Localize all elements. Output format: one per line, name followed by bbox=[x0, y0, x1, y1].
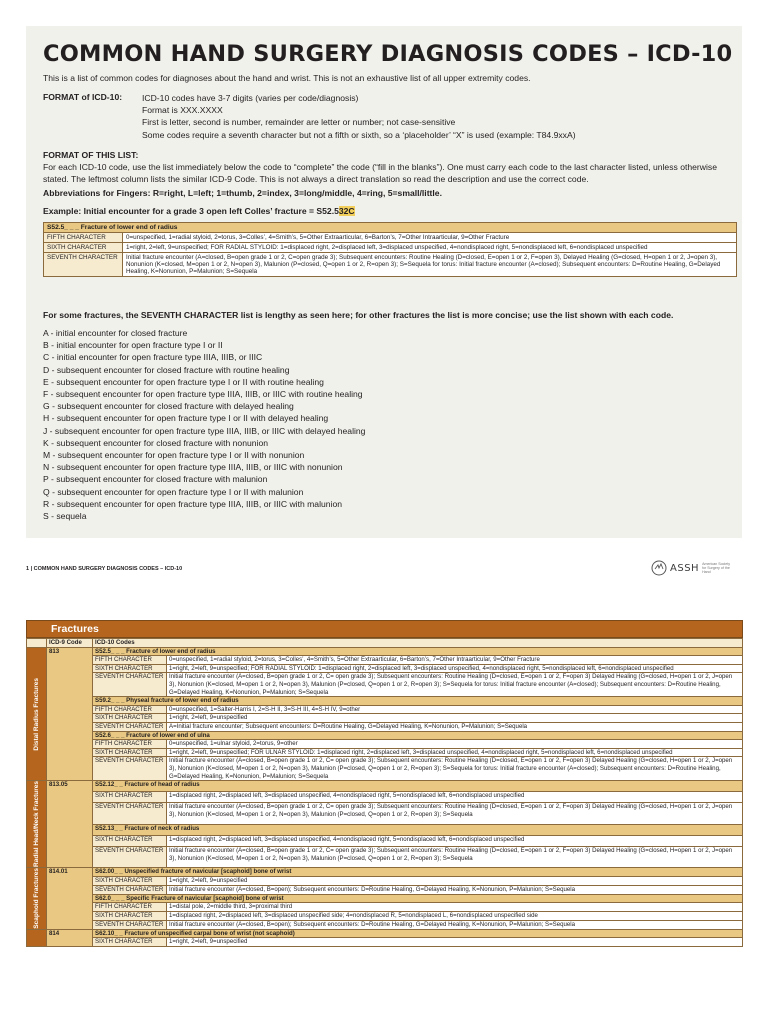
table-row bbox=[27, 656, 743, 665]
char-label: FIFTH CHARACTER bbox=[44, 233, 123, 243]
icd9-code: 814.01 bbox=[47, 868, 93, 930]
example-line bbox=[43, 206, 355, 216]
list-item: C - initial encounter for open fracture type IIIA, IIIB, or IIIC bbox=[43, 352, 263, 363]
icd9-code: 814 bbox=[47, 929, 93, 946]
icd9-code: 813.05 bbox=[47, 781, 93, 868]
fracture-codes-table bbox=[26, 638, 743, 947]
column-header-row bbox=[27, 639, 743, 648]
char-text: 0=unspecified, 1=ulnar styloid, 2=torus, 9=other bbox=[167, 740, 743, 749]
code-header-row bbox=[27, 781, 743, 792]
intro-text: This is a list of common codes for diagnoses about the hand and wrist. This is not an exhaustive list of all upper extremity codes. bbox=[43, 73, 531, 83]
list-item: F - subsequent encounter for open fracture type IIIA, IIIB, or IIIC with routine healing bbox=[43, 389, 363, 400]
logo-text: ASSH bbox=[670, 562, 700, 574]
list-item: H - subsequent encounter for open fracture type I or II with delayed healing bbox=[43, 413, 329, 424]
char-label: SIXTH CHARACTER bbox=[93, 938, 167, 947]
char-text: 1=right, 2=left, 9=unspecified; FOR ULNAR STYLOID: 1=displaced right, 2=displaced left, 3=displaced unspecified, 4=nondisplaced right, 5=nondisplaced left, 6=nondisplaced unspecified bbox=[167, 748, 743, 757]
group-side-label bbox=[27, 647, 47, 781]
group-side-text: Radial Head/Neck Fractures bbox=[32, 781, 40, 868]
char-label: SEVENTH CHARACTER bbox=[93, 846, 167, 867]
list-item: D - subsequent encounter for closed fracture with routine healing bbox=[43, 364, 290, 375]
table-row bbox=[27, 835, 743, 846]
list-item: A - initial encounter for closed fracture bbox=[43, 328, 188, 338]
icd9-code: 813 bbox=[47, 647, 93, 781]
col-icd9: ICD-9 Code bbox=[47, 639, 93, 648]
char-text: 1=right, 2=left, 9=unspecified bbox=[167, 714, 743, 723]
char-text: 1=right, 2=left, 9=unspecified bbox=[167, 938, 743, 947]
char-text: Initial fracture encounter (A=closed, B=open); Subsequent encounters: D=Routine Healing, G=Delayed Healing, K=Nonunion, P=Malunion; S=Sequela bbox=[167, 885, 743, 894]
char-text: 0=unspecified, 1=radial styloid, 2=torus, 3=Colles’, 4=Smith’s, 5=Other Extraarticular, 6=Barton’s, 7=Other Intraarticular, 9=Other Fracture bbox=[123, 233, 737, 243]
group-side-text: Distal Radius Fractures bbox=[32, 677, 40, 751]
char-label: SIXTH CHARACTER bbox=[93, 714, 167, 723]
page-title: COMMON HAND SURGERY DIAGNOSIS CODES – ICD-10 bbox=[43, 41, 733, 67]
format-line: First is letter, second is number, remainder are letter or number; not case-sensitive bbox=[142, 117, 456, 128]
table-row bbox=[27, 740, 743, 749]
format-line: Some codes require a seventh character but not a fifth or sixth, so a ‘placeholder’ “X” is used (example: T84.9xxA) bbox=[142, 129, 576, 140]
code-header-row bbox=[27, 697, 743, 706]
table-row bbox=[27, 792, 743, 803]
list-item: R - subsequent encounter for open fracture type IIIA, IIIB, or IIIC with malunion bbox=[43, 498, 343, 509]
page-footer: 1 | COMMON HAND SURGERY DIAGNOSIS CODES – ICD-10 bbox=[26, 566, 183, 572]
example-highlight: 32C bbox=[338, 206, 355, 216]
table-row bbox=[27, 757, 743, 781]
list-item: P - subsequent encounter for closed fracture with malunion bbox=[43, 474, 268, 485]
char-label: SEVENTH CHARACTER bbox=[93, 757, 167, 781]
table-row bbox=[27, 748, 743, 757]
table-row bbox=[27, 938, 743, 947]
list-item: N - subsequent encounter for open fracture type IIIA, IIIB, or IIIC with nonunion bbox=[43, 462, 343, 473]
format-label: FORMAT of ICD-10: bbox=[43, 92, 123, 102]
code-header-row bbox=[27, 868, 743, 877]
assh-logo bbox=[651, 560, 730, 576]
group-side-text: Scaphoid Fractures bbox=[32, 868, 40, 929]
section-header: Fractures bbox=[26, 620, 743, 638]
char-text: Initial fracture encounter (A=closed, B=open grade 1 or 2, C= open grade 3); Subsequent encounters: Routine Healing (D=closed, E=open 1 or 2, F=open 3) Delayed Healing (G=closed, H=open 1 or 2, J=open 3), Nonunion (K=closed, M=open 1 or 2, N=open 3), Malunion (P=closed, Q=open 1 or 2, R=open 3); S=Sequela bbox=[167, 803, 743, 824]
table-row bbox=[27, 722, 743, 731]
code-header-row bbox=[27, 894, 743, 903]
char-text: 0=unspecified, 1=radial styloid, 2=torus, 3=Colles’, 4=Smith’s, 5=Other Extraarticular, 6=Barton’s, 7=Other Intraarticular, 9=Other Fracture bbox=[167, 656, 743, 665]
format-line: Format is XXX.XXXX bbox=[142, 105, 223, 116]
table-row bbox=[27, 714, 743, 723]
char-text: 1=displaced right, 2=displaced left, 3=displaced unspecified side; 4=nondisplaced R, 5=nondisplaced L, 6=nondisplaced unspecified side bbox=[167, 912, 743, 921]
char-text: Initial fracture encounter (A=closed, B=open grade 1 or 2, C= open grade 3); Subsequent encounters: Routine Healing (D=closed, E=open 1 or 2, F=open 3) Delayed Healing (G=closed, H=open 1 or 2, J=open 3), Nonunion (K=closed, M=open 1 or 2, N=open 3), Malunion (P=closed, Q=open 1 or 2, R=open 3); S=Sequela for torus: Initial fracture encounter (A=closed); Subsequent encounters: D=Routine Healing, G=Delayed Healing, K=Nonunion, P=Malunion; S=Sequela bbox=[167, 757, 743, 781]
char-text: 1=right, 2=left, 9=unspecified; FOR RADIAL STYLOID: 1=displaced right, 2=displaced left, 3=displaced unspecified, 4=nondisplaced right, 5=nondisplaced left, 6=nondisplaced unspecified bbox=[123, 243, 737, 253]
code-title: S52.12_ _ Fracture of head of radius bbox=[93, 781, 743, 792]
code-title: S62.00_ _ Unspecified fracture of navicular [scaphoid] bone of wrist bbox=[93, 868, 743, 877]
table-row bbox=[27, 903, 743, 912]
code-title: S59.2_ _ _ Physeal fracture of lower end of radius bbox=[93, 697, 743, 706]
char-text: 1=displaced right, 2=displaced left, 3=displaced unspecified, 4=nondisplaced right, 5=nondisplaced left, 6=nondisplaced unspecified bbox=[167, 792, 743, 803]
table-row bbox=[27, 846, 743, 867]
table-row bbox=[27, 876, 743, 885]
char-label: SIXTH CHARACTER bbox=[93, 912, 167, 921]
list-format-heading: FORMAT OF THIS LIST: bbox=[43, 150, 139, 160]
char-text: Initial fracture encounter (A=closed, B=open grade 1 or 2, C= open grade 3); Subsequent encounters: Routine Healing (D=closed, E=open 1 or 2, F=open 3) Delayed Healing (G=closed, H=open 1 or 2, J=open 3), Nonunion (K=closed, M=open 1 or 2, N=open 3), Malunion (P=closed, Q=open 1 or 2, R=open 3); S=Sequela for torus: Initial fracture encounter (A=closed); Subsequent encounters: D=Routine Healing, G=Delayed Healing, K=Nonunion, P=Malunion; S=Sequela bbox=[167, 673, 743, 697]
logo-subtitle: American Society for Surgery of the Hand bbox=[702, 561, 731, 575]
col-icd10: ICD-10 Codes bbox=[93, 639, 743, 648]
char-text: 0=unspecified, 1=Salter-Harris I, 2=S-H II, 3=S-H III, 4=S-H IV, 9=other bbox=[167, 705, 743, 714]
format-line: ICD-10 codes have 3-7 digits (varies per code/diagnosis) bbox=[142, 93, 359, 103]
char-text: 1=displaced right, 2=displaced left, 3=displaced unspecified, 4=nondisplaced right, 5=nondisplaced left, 6=nondisplaced unspecified bbox=[167, 835, 743, 846]
list-item: M - subsequent encounter for open fracture type I or II with nonunion bbox=[43, 450, 305, 461]
code-title: S52.13_ _ Fracture of neck of radius bbox=[93, 824, 743, 835]
table-row bbox=[27, 912, 743, 921]
code-title: S52.6_ _ _ Fracture of lower end of ulna bbox=[93, 731, 743, 740]
code-header-row bbox=[27, 731, 743, 740]
list-item: B - initial encounter for open fracture type I or II bbox=[43, 340, 223, 351]
list-item: Q - subsequent encounter for open fracture type I or II with malunion bbox=[43, 486, 304, 497]
char-label: FIFTH CHARACTER bbox=[93, 656, 167, 665]
char-label: SEVENTH CHARACTER bbox=[44, 253, 123, 277]
page-two bbox=[26, 620, 743, 947]
char-label: SIXTH CHARACTER bbox=[93, 664, 167, 673]
code-header-row bbox=[27, 929, 743, 938]
char-label: SIXTH CHARACTER bbox=[93, 835, 167, 846]
list-item: S - sequela bbox=[43, 511, 87, 522]
char-label: SEVENTH CHARACTER bbox=[93, 722, 167, 731]
char-label: SIXTH CHARACTER bbox=[44, 243, 123, 253]
code-header-row bbox=[27, 824, 743, 835]
code-title: S62.10_ _ Fracture of unspecified carpal bone of wrist (not scaphoid) bbox=[93, 929, 743, 938]
table-row bbox=[27, 920, 743, 929]
char-text: Initial fracture encounter (A=closed, B=open grade 1 or 2, C= open grade 3); Subsequent encounters: Routine Healing (D=closed, E=open 1 or 2, F=open 3) Delayed Healing (G=closed, H=open 1 or 2, J=open 3), Nonunion (K=closed, M=open 1 or 2, N=open 3), Malunion (P=closed, Q=open 1 or 2, R=open 3); S=Sequela bbox=[167, 846, 743, 867]
example-prefix: Example: Initial encounter for a grade 3 open left Colles’ fracture = S52.5 bbox=[43, 206, 339, 216]
list-format-paragraph: For each ICD-10 code, use the list immediately below the code to “complete” the code (“fill in the blanks”). One must carry each code to the last character listed, unless otherwise stated. The leftmost column lists the similar ICD-9 Code. This is not always a direct translation so read the description and use the correct code. bbox=[43, 162, 717, 184]
table-row bbox=[27, 664, 743, 673]
char-text: A=Initial fracture encounter; Subsequent encounters: D=Routine Healing, G=Delayed Healing, K=Nonunion, P=Malunion; S=Sequela bbox=[167, 722, 743, 731]
format-lines bbox=[142, 92, 576, 141]
char-label: SEVENTH CHARACTER bbox=[93, 673, 167, 697]
char-label: FIFTH CHARACTER bbox=[93, 903, 167, 912]
hand-logo-icon bbox=[651, 560, 667, 576]
group-side-label bbox=[27, 868, 47, 930]
char-label: SIXTH CHARACTER bbox=[93, 792, 167, 803]
char-label: SEVENTH CHARACTER bbox=[93, 920, 167, 929]
char-label: SIXTH CHARACTER bbox=[93, 748, 167, 757]
list-item: J - subsequent encounter for open fracture type IIIA, IIIB, or IIIC with delayed healing bbox=[43, 425, 366, 436]
group-side-label bbox=[27, 929, 47, 946]
group-side-label bbox=[27, 781, 47, 868]
char-label: SEVENTH CHARACTER bbox=[93, 803, 167, 824]
code-title: S62.0_ _ _ Specific Fracture of navicular [scaphoid] bone of wrist bbox=[93, 894, 743, 903]
example-table-header: S52.5_ _ _ Fracture of lower end of radius bbox=[44, 223, 737, 233]
table-row bbox=[27, 885, 743, 894]
char-text: Initial fracture encounter (A=closed, B=open grade 1 or 2, C=open grade 3); Subsequent encounters: Routine Healing (D=closed, E=open 1 or 2, F=open 3), Delayed Healing (G=closed, H=open 1 or 2, J=open 3), Nonunion (K=closed, M=open 1 or 2, N=open 3), Malunion (P=closed, Q=open 1 or 2, R=open 3); S=Sequela for torus: Initial fracture encounter (A=closed); Subsequent encounters: D=Routine Healing, G=Delayed Healing, K=Nonunion, P=Malunion; S=Sequela bbox=[123, 253, 737, 277]
char-text: 1=right, 2=left, 9=unspecified bbox=[167, 876, 743, 885]
example-code-table bbox=[43, 222, 737, 277]
seventh-character-note: For some fractures, the SEVENTH CHARACTER list is lengthy as seen here; for other fractures the list is more concise; use the list shown with each code. bbox=[43, 310, 674, 320]
code-title: S52.5_ _ _ Fracture of lower end of radius bbox=[93, 647, 743, 656]
char-label: FIFTH CHARACTER bbox=[93, 740, 167, 749]
list-item: G - subsequent encounter for closed fracture with delayed healing bbox=[43, 401, 294, 412]
finger-abbreviations: Abbreviations for Fingers: R=right, L=left; 1=thumb, 2=index, 3=long/middle, 4=ring, 5=small/little. bbox=[43, 188, 442, 198]
table-row bbox=[27, 673, 743, 697]
char-text: 1=right, 2=left, 9=unspecified; FOR RADIAL STYLOID: 1=displaced right, 2=displaced left, 3=displaced unspecified, 4=nondisplaced right, 5=nondisplaced left, 6=nondisplaced unspecified bbox=[167, 664, 743, 673]
char-text: Initial fracture encounter (A=closed, B=open); Subsequent encounters: D=Routine Healing, G=Delayed Healing, K=Nonunion, P=Malunion; S=Sequela bbox=[167, 920, 743, 929]
char-label: SEVENTH CHARACTER bbox=[93, 885, 167, 894]
seventh-character-list bbox=[43, 327, 365, 522]
char-text: 1=distal pole, 2=middle third, 3=proximal third bbox=[167, 903, 743, 912]
code-header-row bbox=[27, 647, 743, 656]
table-row bbox=[27, 803, 743, 824]
table-row bbox=[27, 705, 743, 714]
list-item: E - subsequent encounter for open fracture type I or II with routine healing bbox=[43, 376, 324, 387]
page-one bbox=[26, 26, 742, 538]
char-label: FIFTH CHARACTER bbox=[93, 705, 167, 714]
char-label: SIXTH CHARACTER bbox=[93, 876, 167, 885]
list-item: K - subsequent encounter for closed fracture with nonunion bbox=[43, 437, 269, 448]
